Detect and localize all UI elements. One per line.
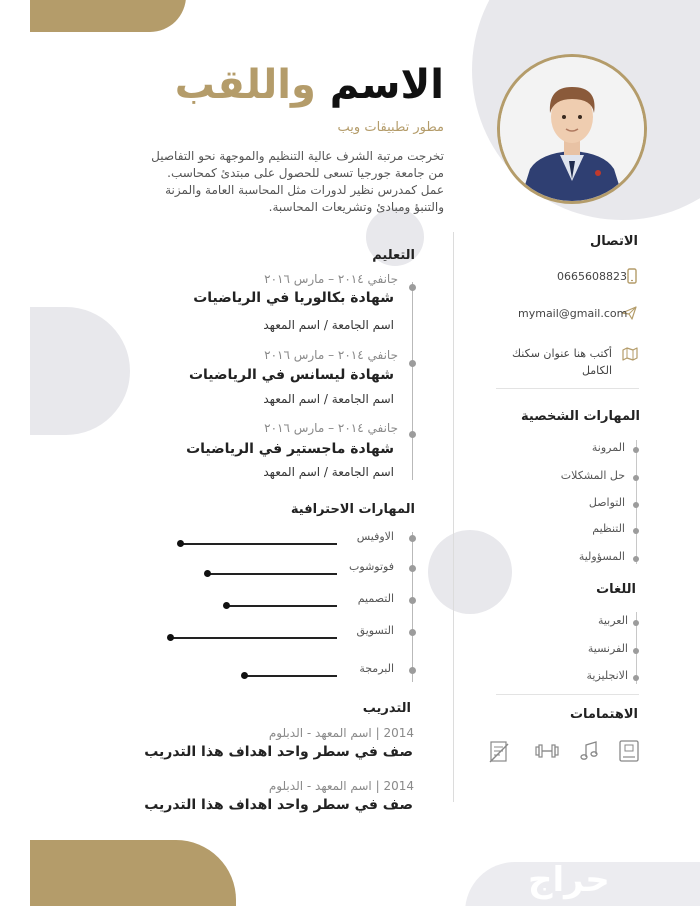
decor-circle-mid bbox=[428, 530, 512, 614]
skill-bar-knob bbox=[204, 570, 211, 577]
contact-phone[interactable]: 0665608823 bbox=[557, 270, 627, 283]
list-dot bbox=[633, 475, 639, 481]
last-name: واللقب bbox=[174, 62, 316, 108]
list-dot bbox=[633, 648, 639, 654]
edu-date-1: جانفي ٢٠١٤ – مارس ٢٠١٦ bbox=[264, 272, 398, 286]
language-item: العربية bbox=[597, 614, 628, 627]
personal-skill-item: التنظيم bbox=[592, 522, 625, 535]
training-meta-2: 2014 | اسم المعهد - الدبلوم bbox=[268, 779, 414, 793]
contact-address: أكتب هنا عنوان سكنك الكامل bbox=[512, 347, 612, 377]
skills-timeline bbox=[412, 532, 413, 682]
list-dot bbox=[633, 447, 639, 453]
personal-skills-title: المهارات الشخصية bbox=[521, 409, 640, 424]
skill-bar bbox=[226, 605, 337, 607]
skill-label: التسويق bbox=[356, 624, 394, 637]
training-title: التدريب bbox=[362, 701, 411, 716]
list-dot bbox=[633, 675, 639, 681]
skill-bar-knob bbox=[223, 602, 230, 609]
summary-text: تخرجت مرتبة الشرف عالية التنظيم والموجهة نحو التفاصيل من جامعة جورجيا تسعى للحصول على مبتدئ كمحاسب. عمل كمدرس نظير لدورات مثل المحاسبة العامة والمزنة والتنبؤ ومبادئ وتشريعات المحاسبة. bbox=[151, 149, 444, 214]
profile-photo bbox=[497, 54, 647, 204]
decor-gold-bottom bbox=[30, 840, 236, 906]
skill-bar bbox=[170, 637, 337, 639]
language-item: الانجليزية bbox=[586, 669, 628, 682]
training-meta-1: 2014 | اسم المعهد - الدبلوم bbox=[268, 726, 414, 740]
training-year-1: 2014 bbox=[383, 726, 414, 740]
training-year-2: 2014 bbox=[383, 779, 414, 793]
timeline-dot bbox=[409, 360, 416, 367]
skill-bar-knob bbox=[241, 672, 248, 679]
full-name bbox=[175, 62, 444, 108]
job-title: مطور تطبيقات ويب bbox=[337, 120, 444, 135]
interests-title: الاهتمامات bbox=[569, 707, 638, 722]
training-institute-2: اسم المعهد - الدبلوم bbox=[268, 779, 372, 793]
list-dot bbox=[633, 620, 639, 626]
pro-skills-title: المهارات الاحترافية bbox=[290, 502, 415, 517]
music-icon bbox=[576, 738, 602, 764]
dumbbell-icon bbox=[534, 738, 560, 764]
language-item: الفرنسية bbox=[587, 642, 628, 655]
skill-label: البرمجة bbox=[359, 662, 394, 675]
writing-icon bbox=[486, 738, 512, 764]
decor-gold-top bbox=[30, 0, 186, 32]
edu-degree-3: شهادة ماجستير في الرياضيات bbox=[186, 441, 394, 457]
training-desc-1: صف في سطر واحد اهداف هذا التدريب bbox=[144, 744, 413, 760]
decor-half-circle-left bbox=[30, 307, 130, 435]
section-separator bbox=[496, 388, 639, 389]
languages-title: اللغات bbox=[596, 582, 636, 597]
edu-institution-1: اسم الجامعة / اسم المعهد bbox=[263, 318, 394, 332]
contact-title: الاتصال bbox=[590, 234, 638, 249]
contact-email[interactable]: mymail@gmail.com bbox=[518, 307, 628, 320]
skill-bar bbox=[207, 573, 337, 575]
training-institute-1: اسم المعهد - الدبلوم bbox=[268, 726, 372, 740]
map-icon bbox=[622, 346, 638, 362]
list-dot bbox=[633, 556, 639, 562]
list-dot bbox=[633, 528, 639, 534]
edu-degree-1: شهادة بكالوريا في الرياضيات bbox=[193, 290, 394, 306]
edu-date-2: جانفي ٢٠١٤ – مارس ٢٠١٦ bbox=[264, 348, 398, 362]
list-dot bbox=[633, 502, 639, 508]
section-separator bbox=[496, 694, 639, 695]
personal-skill-item: المرونة bbox=[591, 441, 625, 454]
skill-label: التصميم bbox=[357, 592, 394, 605]
edu-institution-3: اسم الجامعة / اسم المعهد bbox=[263, 465, 394, 479]
skill-bar-knob bbox=[177, 540, 184, 547]
skill-bar-knob bbox=[167, 634, 174, 641]
timeline-dot bbox=[409, 565, 416, 572]
column-divider bbox=[453, 232, 454, 802]
timeline-dot bbox=[409, 597, 416, 604]
skill-label: فوتوشوب bbox=[349, 560, 394, 573]
first-name: الاسم bbox=[329, 62, 444, 108]
edu-institution-2: اسم الجامعة / اسم المعهد bbox=[263, 392, 394, 406]
skill-bar bbox=[180, 543, 337, 545]
timeline-dot bbox=[409, 284, 416, 291]
training-desc-2: صف في سطر واحد اهداف هذا التدريب bbox=[144, 797, 413, 813]
edu-degree-2: شهادة ليسانس في الرياضيات bbox=[188, 367, 394, 383]
education-title: التعليم bbox=[372, 248, 415, 263]
personal-skill-item: التواصل bbox=[588, 496, 625, 509]
watermark-logo: حراج bbox=[528, 860, 610, 900]
timeline-dot bbox=[409, 535, 416, 542]
timeline-dot bbox=[409, 629, 416, 636]
skill-bar bbox=[244, 675, 337, 677]
education-timeline bbox=[412, 282, 413, 480]
timeline-dot bbox=[409, 431, 416, 438]
edu-date-3: جانفي ٢٠١٤ – مارس ٢٠١٦ bbox=[264, 421, 398, 435]
skill-label: الاوفيس bbox=[356, 530, 394, 543]
person-avatar-icon bbox=[500, 57, 644, 201]
book-icon bbox=[616, 738, 642, 764]
timeline-dot bbox=[409, 667, 416, 674]
personal-skill-item: حل المشكلات bbox=[560, 469, 625, 482]
personal-skill-item: المسؤولية bbox=[578, 550, 625, 563]
